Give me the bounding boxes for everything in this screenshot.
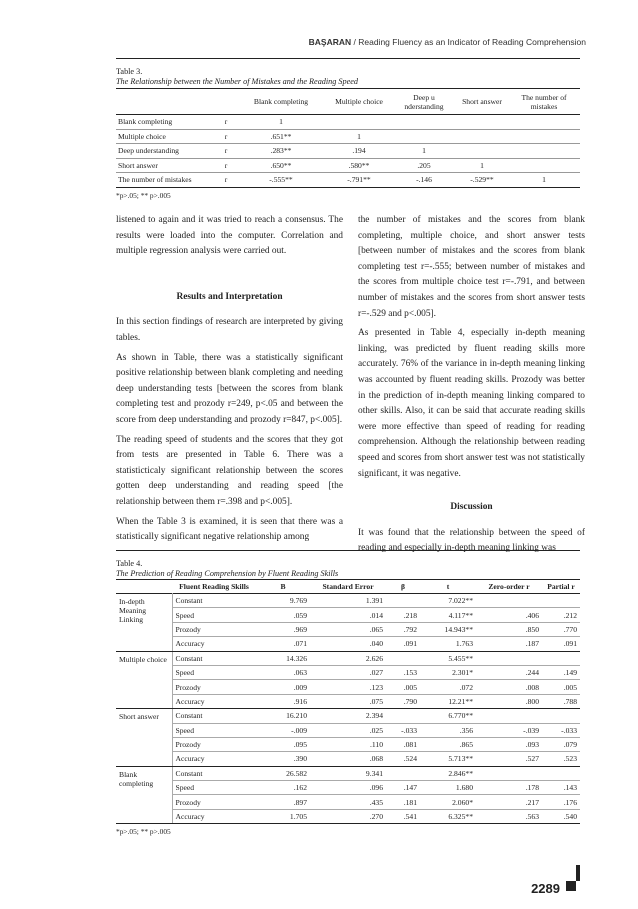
table-cell: .162 <box>293 783 307 793</box>
table-cell: 5.455** <box>448 653 473 663</box>
predictor-label: Prozody <box>175 740 201 750</box>
table-cell: -.033 <box>401 725 417 735</box>
table-cell: 14.326 <box>286 653 307 663</box>
table-3-header-cell: Short answer <box>462 97 502 106</box>
running-head-separator: / <box>351 37 359 47</box>
table-row <box>116 594 580 608</box>
table-cell: 14.943** <box>444 624 473 634</box>
table-4-title: The Prediction of Reading Comprehension by Fluent Reading Skills <box>116 569 339 578</box>
row-label: Blank completing <box>118 117 173 127</box>
table-3-header-row <box>116 89 580 115</box>
table-cell <box>476 766 542 780</box>
table-cell: .790 <box>386 694 420 708</box>
table-cell: .540 <box>542 809 580 823</box>
table-cell: r <box>224 175 228 185</box>
paragraph: As shown in Table, there was a statistically significant positive relationship between blank completing and needing deep understanding tests [between the scores from blank completing test and prozody r=249, p<.05 and between the score from deep understanding and prozody r=847, p<.005]. <box>116 352 343 425</box>
table-cell: .147 <box>403 783 417 793</box>
table-cell: .068 <box>310 752 386 766</box>
table-cell <box>542 709 580 723</box>
table-3-label: Table 3. <box>116 67 143 76</box>
table-cell: .025 <box>369 725 383 735</box>
table-cell <box>508 129 580 144</box>
table-row <box>116 608 580 622</box>
paragraph: As presented in Table 4, especially in-depth meaning linking, was predicted by fluent reading skills more accurately. 76% of the variance in in-depth meaning linking was accounted by fluent reading skills. Prozody was better in the prediction of in-depth meaning linking compared to other skills. Also, it can be said that accurate reading skills were more effective than speed of reading for reading comprehension. Although the relationship between reading speed and scores from short answer test was not statistically significant, it was negative. <box>358 328 585 479</box>
table-cell: .435 <box>369 797 383 807</box>
paragraph: When the Table 3 is examined, it is seen that there was a statistically significant negative relationship among <box>116 516 343 543</box>
table-cell: 1.391 <box>365 596 383 606</box>
table-cell: .153 <box>403 668 417 678</box>
row-label: The number of mistakes <box>118 175 192 185</box>
table-cell <box>386 709 420 723</box>
table-cell: r <box>224 131 228 141</box>
table-cell: .850 <box>525 624 539 634</box>
table-cell: 9.769 <box>289 596 307 606</box>
table-cell: .096 <box>369 783 383 793</box>
paragraph: listened to again and it was tried to reach a consensus. The results were loaded into the computer. Correlation and multiple regression analysis were carried out. <box>116 215 343 257</box>
table-row <box>116 723 580 737</box>
table-cell <box>476 651 542 665</box>
page-number: 2289 <box>531 881 560 896</box>
table-cell: .110 <box>369 740 383 750</box>
table-cell <box>456 115 508 130</box>
table-row <box>116 737 580 751</box>
table-cell <box>386 594 420 608</box>
table-cell: .212 <box>563 610 577 620</box>
table-cell: .541 <box>386 809 420 823</box>
table-3-note: *p>.05; ** p>.005 <box>116 190 171 200</box>
table-4-header-cell: Partial r <box>547 582 575 591</box>
group-label: In-depth Meaning Linking <box>116 594 172 652</box>
table-cell: .788 <box>542 694 580 708</box>
table-cell <box>542 651 580 665</box>
table-cell: .770 <box>563 624 577 634</box>
table-cell: -.791** <box>347 175 371 185</box>
table-cell: .081 <box>403 740 417 750</box>
table-cell: -.146 <box>416 175 432 185</box>
table-cell: .091 <box>386 637 420 651</box>
page-corner-mark <box>566 881 576 891</box>
table-cell: 1.763 <box>420 637 476 651</box>
table-row <box>116 665 580 679</box>
table-3-title: The Relationship between the Number of Mistakes and the Reading Speed <box>116 77 358 86</box>
table-cell: 6.770** <box>448 711 473 721</box>
predictor-label: Constant <box>175 653 203 663</box>
table-row <box>116 694 580 708</box>
predictor-label: Constant <box>175 711 203 721</box>
table-cell: 2.394 <box>365 711 383 721</box>
running-head-author: BAŞARAN <box>308 37 352 47</box>
table-row <box>116 651 580 665</box>
table-cell: 16.210 <box>286 711 307 721</box>
table-cell: .040 <box>310 637 386 651</box>
table-cell: 2.301* <box>452 668 473 678</box>
table-4-header-cell: t <box>446 582 450 591</box>
table-cell: .005 <box>563 682 577 692</box>
table-cell: -.529** <box>470 175 494 185</box>
table-cell: .014 <box>369 610 383 620</box>
table-cell: r <box>224 146 228 156</box>
table-cell: -.555** <box>269 175 293 185</box>
table-cell: .194 <box>352 146 366 156</box>
table-cell <box>542 766 580 780</box>
paragraph: the number of mistakes and the scores from blank completing, multiple choice, and short answer tests [between number of mistakes and the scores from blank completing test r=-.555; between number of mistakes and the scores from multiple choice test r=-.791, and between number of mistakes and the scores from short answer tests r=-.529 and p<.005]. <box>358 215 585 319</box>
predictor-label: Prozody <box>175 682 201 692</box>
table-3-top-rule <box>116 58 580 59</box>
table-cell: -.033 <box>561 725 577 735</box>
table-cell: r <box>224 160 228 170</box>
table-3-grid <box>116 88 580 188</box>
table-cell <box>392 115 456 130</box>
table-3 <box>116 58 580 200</box>
table-3-header-cell: Multiple choice <box>335 97 383 106</box>
table-cell: -.009 <box>291 725 307 735</box>
table-cell <box>456 144 508 159</box>
table-cell: .244 <box>525 668 539 678</box>
table-cell <box>386 651 420 665</box>
table-cell <box>508 144 580 159</box>
predictor-label: Accuracy <box>172 637 256 651</box>
table-cell: .059 <box>293 610 307 620</box>
table-cell <box>386 766 420 780</box>
table-cell: .651** <box>270 131 292 141</box>
predictor-label: Accuracy <box>172 752 256 766</box>
table-cell: 1 <box>279 117 283 127</box>
table-cell: .093 <box>525 740 539 750</box>
table-cell: 4.117** <box>448 610 473 620</box>
table-cell: .009 <box>293 682 307 692</box>
table-cell <box>392 129 456 144</box>
predictor-label: Constant <box>175 596 203 606</box>
table-4-header-cell: B <box>280 582 286 591</box>
table-cell: .792 <box>403 624 417 634</box>
table-cell: .181 <box>403 797 417 807</box>
table-3-header-cell <box>216 89 236 115</box>
table-row <box>116 158 580 173</box>
table-cell <box>508 115 580 130</box>
table-row <box>116 144 580 159</box>
paragraph: In this section findings of research are interpreted by giving tables. <box>116 317 343 343</box>
table-cell: .123 <box>369 682 383 692</box>
table-cell: .524 <box>386 752 420 766</box>
row-label: Short answer <box>118 160 158 170</box>
table-cell: .916 <box>256 694 310 708</box>
row-label: Deep understanding <box>118 146 179 156</box>
table-3-header-cell <box>116 89 216 115</box>
table-4-grid <box>116 579 580 824</box>
table-cell: .187 <box>476 637 542 651</box>
group-label: Blank completing <box>116 766 172 824</box>
table-cell: .027 <box>369 668 383 678</box>
group-label: Multiple choice <box>116 651 172 709</box>
predictor-label: Accuracy <box>172 694 256 708</box>
table-cell: .270 <box>310 809 386 823</box>
table-row <box>116 173 580 188</box>
table-cell: 12.21** <box>420 694 476 708</box>
table-4-header-cell <box>116 580 172 594</box>
table-4-header-row <box>116 580 580 594</box>
table-cell: 2.846** <box>448 768 473 778</box>
table-cell: 26.582 <box>286 768 307 778</box>
paragraph: The reading speed of students and the scores that they got from tests are presented in Table 6. There was a statisticticaly significant relationship between the scores gotten deep understanding and reading speed [the relationship between them r=.398 and p<.005]. <box>116 434 343 507</box>
table-cell: .969 <box>293 624 307 634</box>
table-cell <box>508 158 580 173</box>
table-cell: .218 <box>403 610 417 620</box>
predictor-label: Constant <box>175 768 203 778</box>
table-cell: .072 <box>459 682 473 692</box>
predictor-label: Speed <box>175 668 195 678</box>
table-cell: 2.626 <box>365 653 383 663</box>
table-cell: .091 <box>542 637 580 651</box>
table-4-header-cell: Standard Error <box>322 582 374 591</box>
table-cell: .178 <box>525 783 539 793</box>
table-cell: .071 <box>256 637 310 651</box>
table-cell: 9.341 <box>365 768 383 778</box>
table-row <box>116 752 580 766</box>
running-head <box>309 37 586 47</box>
table-cell: .008 <box>525 682 539 692</box>
group-label: Short answer <box>116 709 172 767</box>
table-cell: .406 <box>525 610 539 620</box>
table-row <box>116 129 580 144</box>
table-cell: .897 <box>293 797 307 807</box>
predictor-label: Speed <box>175 610 195 620</box>
table-cell: .005 <box>403 682 417 692</box>
table-row <box>116 795 580 809</box>
table-cell: .063 <box>293 668 307 678</box>
page-corner-mark-bar <box>576 865 580 881</box>
table-cell: .800 <box>476 694 542 708</box>
table-4-label: Table 4. <box>116 559 143 568</box>
table-cell <box>326 115 392 130</box>
table-4 <box>116 550 580 836</box>
table-cell: .149 <box>563 668 577 678</box>
table-cell: .079 <box>563 740 577 750</box>
paragraph: It was found that the relationship between the speed of reading and especially in-depth meaning linking was <box>358 527 585 554</box>
table-cell: .176 <box>563 797 577 807</box>
table-row <box>116 709 580 723</box>
table-row <box>116 781 580 795</box>
table-cell: 1.680 <box>455 783 473 793</box>
table-cell: -.039 <box>523 725 539 735</box>
table-4-top-rule <box>116 550 580 551</box>
table-row <box>116 637 580 651</box>
table-cell: .650** <box>270 160 292 170</box>
table-cell <box>456 129 508 144</box>
right-column <box>358 213 585 561</box>
left-column <box>116 213 343 550</box>
predictor-label: Speed <box>175 783 195 793</box>
table-4-header-cell: β <box>400 582 405 591</box>
table-row <box>116 115 580 130</box>
table-cell: .563 <box>476 809 542 823</box>
table-cell: .143 <box>563 783 577 793</box>
table-cell: 2.060* <box>452 797 473 807</box>
table-cell: .065 <box>369 624 383 634</box>
table-cell: .865 <box>459 740 473 750</box>
table-cell: 7.022** <box>448 596 473 606</box>
predictor-label: Prozody <box>175 624 201 634</box>
table-cell: 6.325** <box>420 809 476 823</box>
table-cell: 1.705 <box>256 809 310 823</box>
table-cell <box>542 594 580 608</box>
running-head-title: Reading Fluency as an Indicator of Reading Comprehension <box>358 37 586 47</box>
table-cell: 1 <box>542 175 546 185</box>
section-heading-discussion: Discussion <box>450 502 493 513</box>
table-cell: r <box>224 117 228 127</box>
table-cell: .217 <box>525 797 539 807</box>
table-cell: .527 <box>476 752 542 766</box>
table-3-header-cell: Blank completing <box>253 97 309 106</box>
table-row <box>116 680 580 694</box>
table-3-header-cell: Deep u nderstanding <box>404 92 444 111</box>
table-cell: 5.713** <box>420 752 476 766</box>
table-cell: 1 <box>480 160 484 170</box>
table-cell: .356 <box>459 725 473 735</box>
predictor-label: Prozody <box>175 797 201 807</box>
table-cell: .205 <box>417 160 431 170</box>
table-3-header-cell: The number of mistakes <box>521 92 567 111</box>
table-4-note: *p>.05; ** p>.005 <box>116 827 171 837</box>
section-heading-results: Results and Interpretation <box>176 291 283 302</box>
table-cell: .095 <box>293 740 307 750</box>
table-4-header-cell: Zero-order r <box>488 582 530 591</box>
table-row <box>116 766 580 780</box>
table-cell: .523 <box>542 752 580 766</box>
table-cell: .390 <box>256 752 310 766</box>
table-row <box>116 809 580 823</box>
table-cell: .283** <box>270 146 292 156</box>
table-row <box>116 622 580 636</box>
table-cell: 1 <box>357 131 361 141</box>
predictor-label: Speed <box>175 725 195 735</box>
table-4-header-cell: Fluent Reading Skills <box>179 582 249 591</box>
row-label: Multiple choice <box>118 131 166 141</box>
table-cell: .075 <box>310 694 386 708</box>
predictor-label: Accuracy <box>172 809 256 823</box>
table-cell: .580** <box>348 160 370 170</box>
table-cell: 1 <box>422 146 426 156</box>
table-cell <box>476 594 542 608</box>
table-cell <box>476 709 542 723</box>
